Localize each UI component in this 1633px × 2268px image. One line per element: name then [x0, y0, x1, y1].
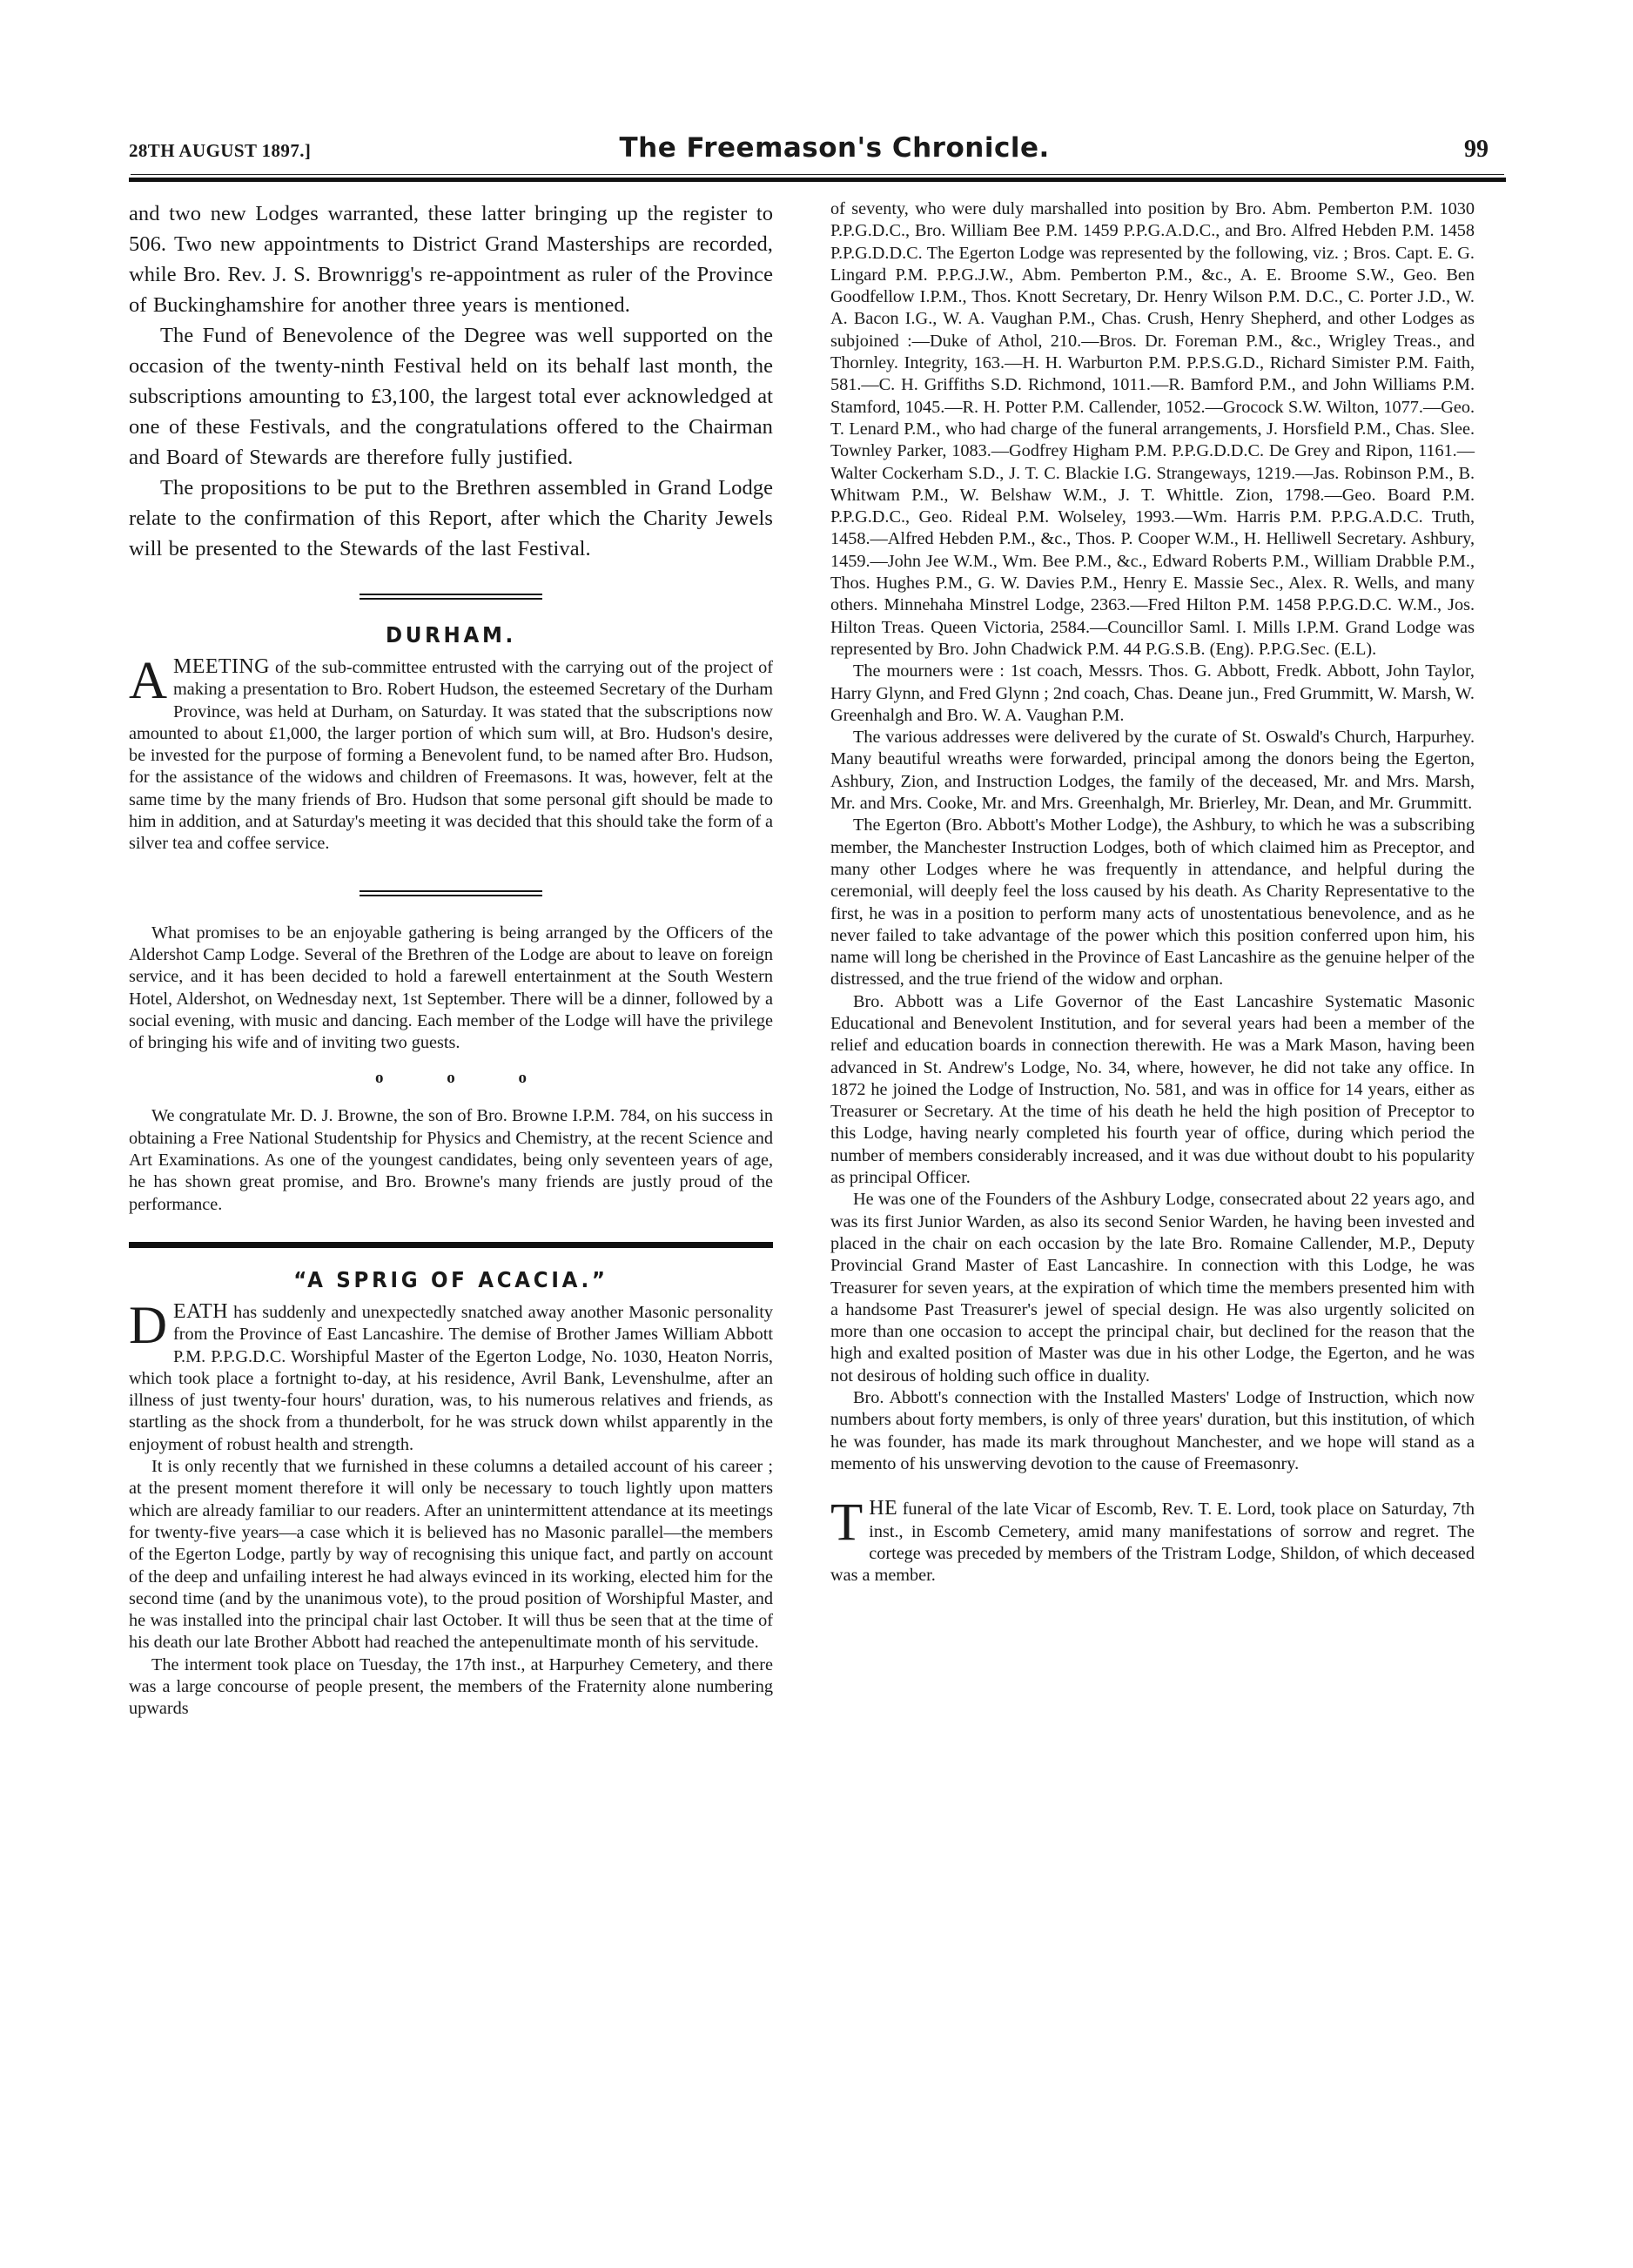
issue-date: 28TH AUGUST 1897.]	[129, 140, 312, 161]
acacia-article	[129, 1296, 773, 1721]
section-heading-acacia: “A SPRIG OF ACACIA.”	[293, 1266, 608, 1292]
section-divider-aldershot	[360, 890, 542, 896]
dropcap-t: T	[830, 1493, 864, 1553]
masthead-rule	[129, 174, 1506, 182]
addresses-paragraph: The various addresses were delivered by the curate of St. Oswald's Church, Harpurhey. Many beautiful wreaths were forwarded, principal among the donors being the Egerton, Ashbury, Zion, and Instruction Lodges, the family of the deceased, Mr. and Mrs. Marsh, Mr. and Mrs. Cooke, Mr. and Mrs. Greenhalgh, Mr. Brierley, Mr. Dean, and Mr. Grummitt.	[830, 728, 1475, 814]
acacia-paragraph-1-rest: has suddenly and unexpectedly snatched away another Masonic personality from the Province of East Lancashire. The demise of Brother James William Abbott P.M. P.P.G.D.C. Worshipful Master of the Egerton Lodge, No. 1030, Heaton Norris, which took place a fortnight to-day, at his residence, Avril Bank, Levenshulme, after an illness of just twenty-four hours' duration, was, to his numerous relatives and friends, as startling as the shock from a thunderbolt, for he was struck down whilst apparently in the enjoyment of robust health and strength.	[129, 1302, 773, 1454]
lede-block	[129, 198, 773, 564]
egerton-paragraph: The Egerton (Bro. Abbott's Mother Lodge), the Ashbury, to which he was a subscribing member, the Manchester Instruction Lodges, both of which claimed him as Preceptor, and many other Lodges where he was frequently in attendance, and helpful during the ceremonial, will deeply feel the loss caused by his death. As Charity Representative to the first, he was in a position to perform many acts of unostentatious benevolence, and as he never failed to take advantage of the power which this position conferred upon him, his name will long be cherished in the Province of East Lancashire as the genuine helper of the distressed, and the true friend of the widow and orphan.	[830, 815, 1475, 990]
masthead	[129, 132, 1504, 164]
aldershot-article	[129, 923, 773, 1216]
dropcap-a: A	[129, 652, 168, 710]
escomb-opening-word: HE	[869, 1497, 898, 1520]
section-divider-durham	[360, 594, 542, 600]
acacia-paragraph-2: It is only recently that we furnished in these columns a detailed account of his career ; at the present moment therefore it will only be necessary to touch lightly upon matters which are already familiar to our readers. After an unintermittent attendance at its meetings for twenty-five years—a case which it is believed has no Masonic parallel—the members of the Egerton Lodge, partly by way of recognising this unique fact, and partly on account of the deep and unfailing interest he had always evinced in its working, elected him for the second time (and by the unanimous vote), to the proud position of Worshipful Master, and he was installed into the principal chair last October. It will thus be seen that at the time of his death our late Brother Abbott had reached the antepenultimate month of his servitude.	[129, 1457, 773, 1653]
mourners-paragraph: The mourners were : 1st coach, Messrs. Thos. G. Abbott, Fredk. Abbott, John Taylor, Harry Glynn, and Fred Glynn ; 2nd coach, Chas. Deane jun., Fred Grummitt, W. Marsh, W. Greenhalgh and Bro. W. A. Vaughan P.M.	[830, 661, 1475, 725]
page-number: 99	[1463, 136, 1489, 163]
right-column	[830, 198, 1475, 2226]
lede-paragraph-2: The Fund of Benevolence of the Degree was well supported on the occasion of the twenty-ninth Festival held on its behalf last month, the subscriptions amounting to £3,100, the largest total ever acknowledged at one of these Festivals, and the congratulations offered to the Chairman and Board of Stewards are therefore fully justified.	[129, 324, 773, 469]
publication-title: The Freemason's Chronicle.	[619, 132, 1050, 164]
escomb-paragraph	[830, 1493, 1475, 1587]
acacia-paragraph-1	[129, 1296, 773, 1456]
durham-paragraph-1	[129, 652, 773, 856]
heavy-rule-acacia	[129, 1242, 773, 1248]
dropcap-d: D	[129, 1296, 168, 1355]
escomb-paragraph-rest: funeral of the late Vicar of Escomb, Rev. T. E. Lord, took place on Saturday, 7th inst., in Escomb Cemetery, amid many manifestations of sorrow and regret. The cortege was preceded by members of the Tristram Lodge, Shildon, of which deceased was a member.	[830, 1500, 1475, 1586]
dingbat-separator: o o o	[375, 1069, 556, 1088]
acacia-paragraph-3: The interment took place on Tuesday, the 17th inst., at Harpurhey Cemetery, and there was a large concourse of people present, the members of the Fraternity alone numbering upwards	[129, 1654, 773, 1719]
funeral-report-article	[830, 198, 1475, 1587]
column-container	[129, 198, 1509, 2226]
section-heading-durham: DURHAM.	[386, 622, 516, 648]
durham-paragraph-1-rest: of the sub-committee entrusted with the carrying out of the project of making a presentation to Bro. Robert Hudson, the esteemed Secretary of the Durham Province, was held at Durham, on Saturday. It was stated that the subscriptions now amounted to about £1,000, the larger portion of which sum will, at Bro. Hudson's desire, be invested for the purpose of forming a Benevolent fund, to be named after Bro. Hudson, for the assistance of the widows and children of Freemasons. It was, however, felt at the same time by the many friends of Bro. Hudson that some personal gift should be made to him in addition, and at Saturday's meeting it was decided that this should take the form of a silver tea and coffee service.	[129, 658, 773, 854]
left-column	[129, 198, 773, 2226]
life-governor-paragraph: Bro. Abbott was a Life Governor of the East Lancashire Systematic Masonic Educational and Benevolent Institution, and for several years had been a member of the relief and education boards in connection therewith. He was a Mark Mason, having been advanced in St. Andrew's Lodge, No. 34, where, however, he did not take any office. In 1872 he joined the Lodge of Instruction, No. 581, and was in office for 14 years, either as Treasurer or Secretary. At the time of his death he held the high position of Preceptor to this Lodge, having nearly completed his fourth year of office, during which period the number of members considerably increased, and it was due without doubt to his popularity as principal Officer.	[830, 991, 1475, 1188]
installed-masters-paragraph: Bro. Abbott's connection with the Installed Masters' Lodge of Instruction, which now numbers about forty members, is only of three years' duration, but this institution, of which he was founder, has made its mark throughout Manchester, and we hope will stand as a memento of his unswerving devotion to the cause of Freemasonry.	[830, 1388, 1475, 1473]
right-paragraph-1: of seventy, who were duly marshalled into position by Bro. Abm. Pemberton P.M. 1030 P.P.G.D.C., Bro. William Bee P.M. 1459 P.P.G.A.D.C., and Bro. Alfred Hebden P.M. 1458 P.P.G.D.D.C. The Egerton Lodge was represented by the following, viz. ; Bros. Capt. E. G. Lingard P.M. P.P.G.J.W., Abm. Pemberton P.M., &c., A. E. Broome S.W., Geo. Ben Goodfellow I.P.M., Thos. Knott Secretary, Dr. Henry Wilson P.M. D.C., C. Porter J.D., W. A. Bacon I.G., W. A. Vaughan P.M., Chas. Crush, Henry Shepherd, and other Lodges as subjoined :—Duke of Athol, 210.—Bros. Dr. Foreman P.M., &c., Wrigley Treas., and Thornley. Integrity, 163.—H. H. Warburton P.M. P.P.S.G.D., Richard Simister P.M. Faith, 581.—C. H. Griffiths S.D. Richmond, 1011.—R. Bamford P.M., and John Williams P.M. Stamford, 1045.—R. H. Potter P.M. Callender, 1052.—Grocock S.W. Wilton, 1077.—Geo. T. Lenard P.M., who had charge of the funeral arrangements, J. Horsfield P.M., Chas. Slee. Townley Parker, 1083.—Godfrey Higham P.M. P.P.G.D.D.C. De Grey and Ripon, 1161.—Walter Cockerham S.D., J. T. C. Blackie I.G. Strangeways, 1219.—Jas. Robinson P.M., B. Whitwam P.M., W. Belshaw W.M., J. T. Whittle. Zion, 1798.—Geo. Board P.M. P.P.G.D.C., Geo. Rideal P.M. Wolseley, 1993.—Wm. Harris P.M. P.P.G.A.D.C. Truth, 1458.—Alfred Hebden P.M., &c., Thos. P. Cooper W.M., H. Helliwell Secretary. Ashbury, 1459.—John Jee W.M., Wm. Bee P.M., &c., Edward Roberts P.M., William Drabble P.M., Thos. Hughes P.M., G. W. Davies P.M., Henry E. Massie Sec., Alex. R. Wells, and many others. Minnehaha Minstrel Lodge, 2363.—Fred Hilton P.M. 1458 P.P.G.D.C. W.M., Jos. Hilton Treas. Queen Victoria, 2584.—Councillor Saml. I. Mills I.P.M. Grand Lodge was represented by Bro. John Chadwick P.M. 44 P.G.S.B. (Eng). P.P.G.Sec. (E.L).	[830, 199, 1475, 659]
founders-paragraph: He was one of the Founders of the Ashbury Lodge, consecrated about 22 years ago, and was its first Junior Warden, as also its second Senior Warden, he having been invested and placed in the chair on each occasion by the late Bro. Romaine Callender, M.P., Deputy Provincial Grand Master of East Lancashire. In connection with this Lodge, he was Treasurer for seven years, at the expiration of which time the members presented him with a handsome Past Treasurer's jewel of special design. He was also urgently solicited on more than one occasion to accept the principal chair, but declined for the reason that the high and exalted position of Master was due in his other Lodge, the Egerton, and he was not desirous of holding such office in duality.	[830, 1190, 1475, 1386]
acacia-opening-word: EATH	[173, 1299, 228, 1323]
lede-paragraph-3: The propositions to be put to the Brethren assembled in Grand Lodge relate to the confirmation of this Report, after which the Charity Jewels will be presented to the Stewards of the last Festival.	[129, 476, 773, 560]
durham-article	[129, 652, 773, 856]
durham-opening-word: MEETING	[173, 655, 270, 678]
browne-paragraph: We congratulate Mr. D. J. Browne, the son of Bro. Browne I.P.M. 784, on his success in obtaining a Free National Studentship for Physics and Chemistry, at the recent Science and Art Examinations. As one of the youngest candidates, being only seventeen years of age, he has shown great promise, and Bro. Browne's many friends are justly proud of the performance.	[129, 1106, 773, 1214]
aldershot-paragraph-1: What promises to be an enjoyable gathering is being arranged by the Officers of the Aldershot Camp Lodge. Several of the Brethren of the Lodge are about to leave on foreign service, and it has been decided to hold a farewell entertainment at the South Western Hotel, Aldershot, on Wednesday next, 1st September. There will be a dinner, followed by a social evening, with music and dancing. Each member of the Lodge will have the privilege of bringing his wife and of inviting two guests.	[129, 923, 773, 1053]
lede-paragraph-1: and two new Lodges warranted, these latter bringing up the register to 506. Two new appointments to District Grand Masterships are recorded, while Bro. Rev. J. S. Brownrigg's re-appointment as ruler of the Province of Buckinghamshire for another three years is mentioned.	[129, 202, 773, 317]
